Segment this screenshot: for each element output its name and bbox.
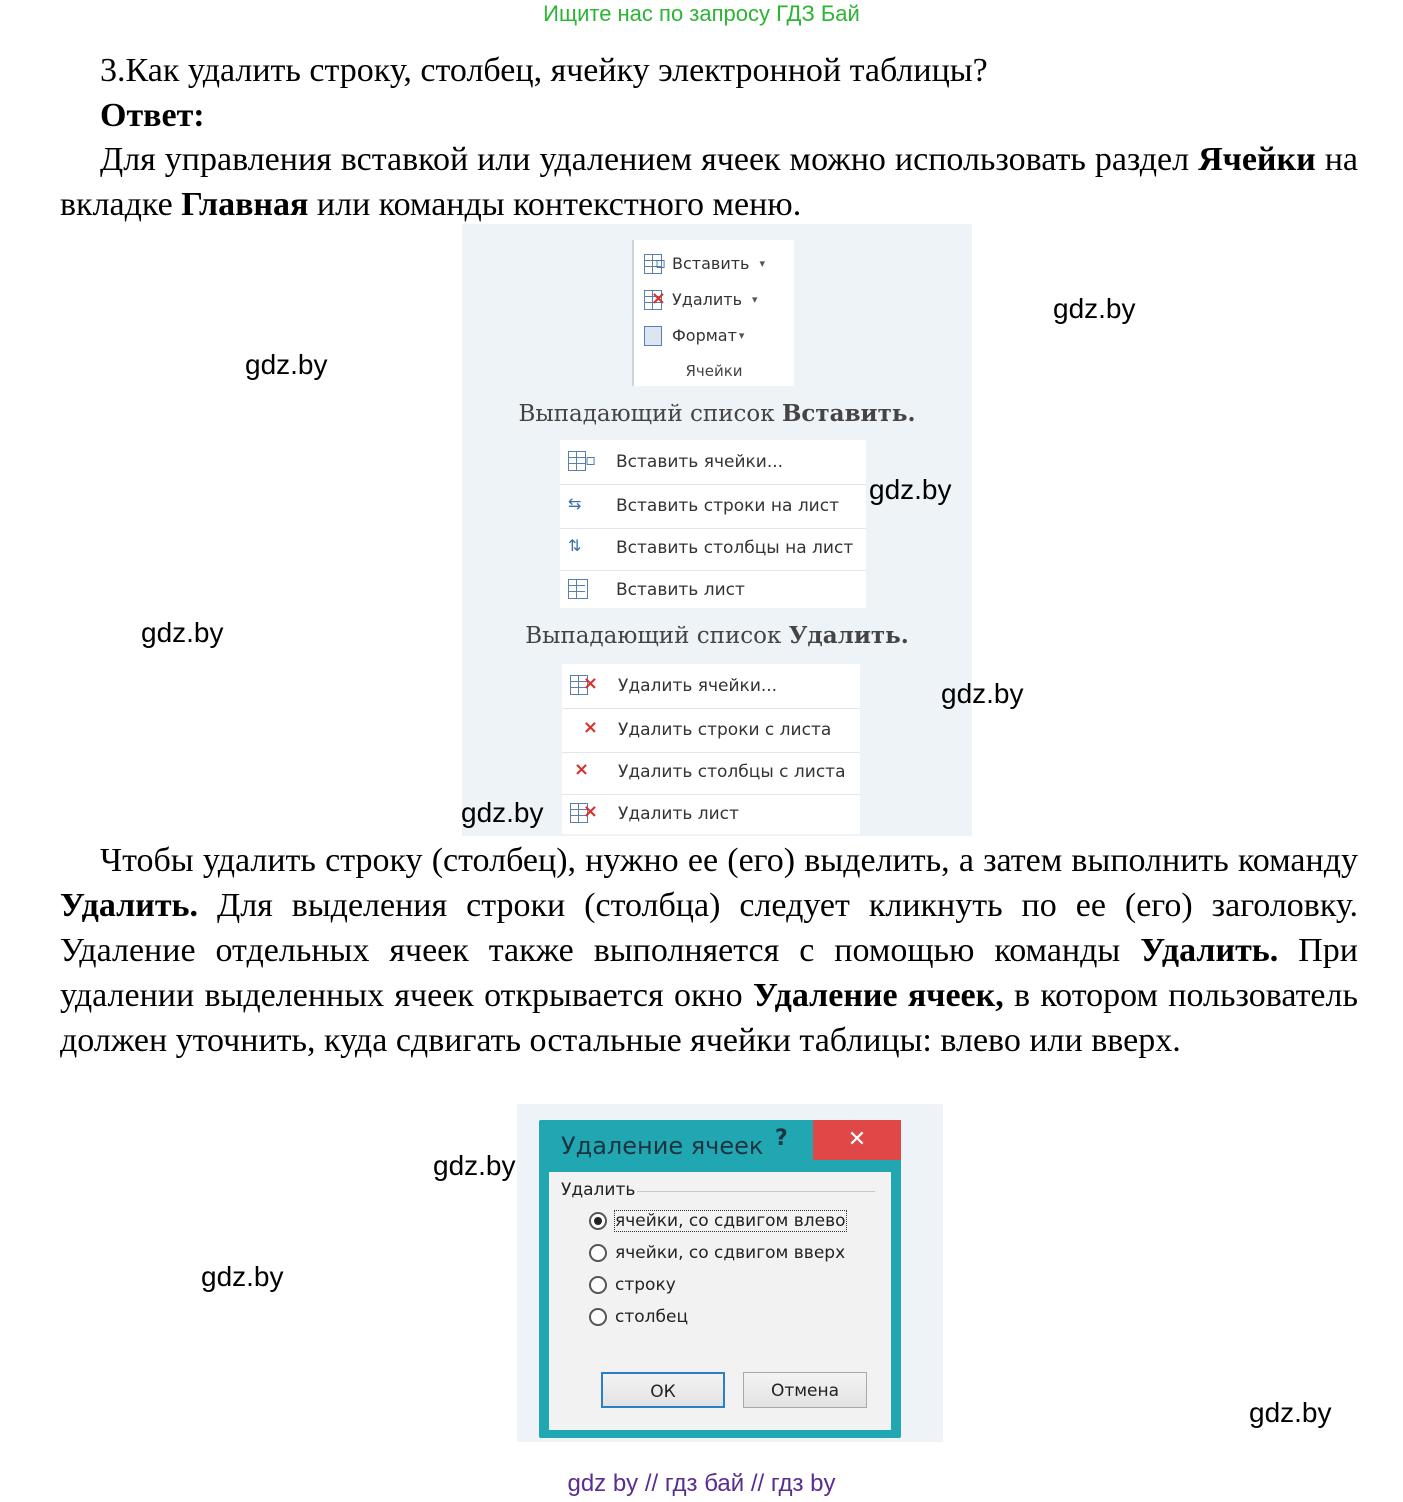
menu-item-delete-columns[interactable]: × Удалить столбцы с листа [562,750,860,795]
caption-insert-dropdown: Выпадающий список Вставить. [518,400,916,427]
watermark: gdz.by [201,1261,284,1292]
ribbon-group-label: Ячейки [685,362,743,380]
menu-item-insert-sheet[interactable]: Вставить лист [560,568,866,612]
ok-button[interactable]: ОК [601,1372,725,1408]
watermark: gdz.by [141,617,224,648]
watermark: gdz.by [1053,293,1136,324]
radio-button-selected[interactable] [589,1212,607,1230]
answer-label: Ответ: [100,97,205,134]
chevron-down-icon: ▾ [759,256,766,270]
ribbon-cells-group [632,240,794,386]
group-label: Удалить [561,1180,636,1200]
dialog-body [549,1172,891,1430]
radio-entire-column[interactable]: столбец [589,1304,688,1330]
delete-cells-dialog [539,1120,901,1438]
group-divider [637,1191,875,1192]
menu-item-delete-sheet[interactable]: × Удалить лист [562,792,860,836]
delete-cells-icon: × [568,673,598,699]
caption-delete-dropdown: Выпадающий список Удалить. [525,622,909,649]
menu-item-delete-rows[interactable]: × Удалить строки с листа [562,708,860,753]
menu-item-insert-columns[interactable]: ⇅ Вставить столбцы на лист [560,526,866,571]
insert-dropdown-menu [560,440,866,608]
menu-item-insert-rows[interactable]: ⇆ Вставить строки на лист [560,484,866,529]
menu-item-delete-cells[interactable]: × Удалить ячейки... [562,664,860,709]
chevron-down-icon: ▾ [752,292,758,306]
chevron-down-icon: ▾ [738,328,745,342]
watermark: gdz.by [869,474,952,505]
delete-columns-icon: × [574,759,590,780]
radio-button[interactable] [589,1276,607,1294]
answer-paragraph-2: Чтобы удалить строку (столбец), нужно ее (его) выделить, а затем выполнить команду Удалить. Для выделения строки (столбца) следует кликнуть по ее (его) заголовку. Удаление отдельных ячеек также выполняется с помощью команды Удалить. При удалении выделенных ячеек открывается окно Удаление ячеек, в котором пользователь должен уточнить, куда сдвигать остальные ячейки таблицы: влево или вверх. [60,842,1358,1059]
radio-shift-left[interactable]: ячейки, со сдвигом влево [589,1208,846,1234]
watermark: gdz.by [461,797,544,828]
insert-sheet-icon [566,577,596,603]
radio-button[interactable] [589,1244,607,1262]
ribbon-format-button[interactable]: Формат ▾ [642,320,744,350]
watermark: gdz.by [245,349,328,380]
cells-ribbon-figure [462,224,972,836]
menu-item-insert-cells[interactable]: ▫ Вставить ячейки... [560,440,866,485]
delete-sheet-icon: × [568,801,598,827]
format-cells-icon [642,324,666,346]
insert-cells-icon: ▫ [566,449,596,475]
delete-dropdown-menu [562,664,860,834]
radio-shift-up[interactable]: ячейки, со сдвигом вверх [589,1240,845,1266]
watermark: gdz.by [941,678,1024,709]
ribbon-insert-button[interactable]: ▫ Вставить ▾ [642,248,765,278]
delete-rows-icon: × [582,717,598,738]
ribbon-delete-button[interactable]: × Удалить ▾ [642,284,758,314]
dialog-title: Удаление ячеек [561,1132,764,1160]
insert-columns-icon: ⇅ [568,536,582,555]
help-button[interactable]: ? [775,1126,788,1151]
question-text: 3.Как удалить строку, столбец, ячейку электронной таблицы? [100,52,988,89]
footer-links[interactable]: gdz by // гдз бай // гдз by [567,1470,836,1497]
radio-entire-row[interactable]: строку [589,1272,676,1298]
watermark: gdz.by [433,1150,516,1181]
delete-cells-icon: × [642,288,666,310]
radio-button[interactable] [589,1308,607,1326]
search-banner[interactable]: Ищите нас по запросу ГДЗ Бай [543,1,860,26]
answer-paragraph-1: Для управления вставкой или удалением ячеек можно использовать раздел Ячейки на вкладке Главная или команды контекстного меню. [60,141,1358,223]
delete-cells-dialog-figure [517,1104,943,1442]
close-button[interactable]: ✕ [813,1120,901,1160]
cancel-button[interactable]: Отмена [743,1372,867,1408]
insert-rows-icon: ⇆ [568,494,582,513]
watermark: gdz.by [1249,1397,1332,1428]
insert-cells-icon: ▫ [642,252,666,274]
